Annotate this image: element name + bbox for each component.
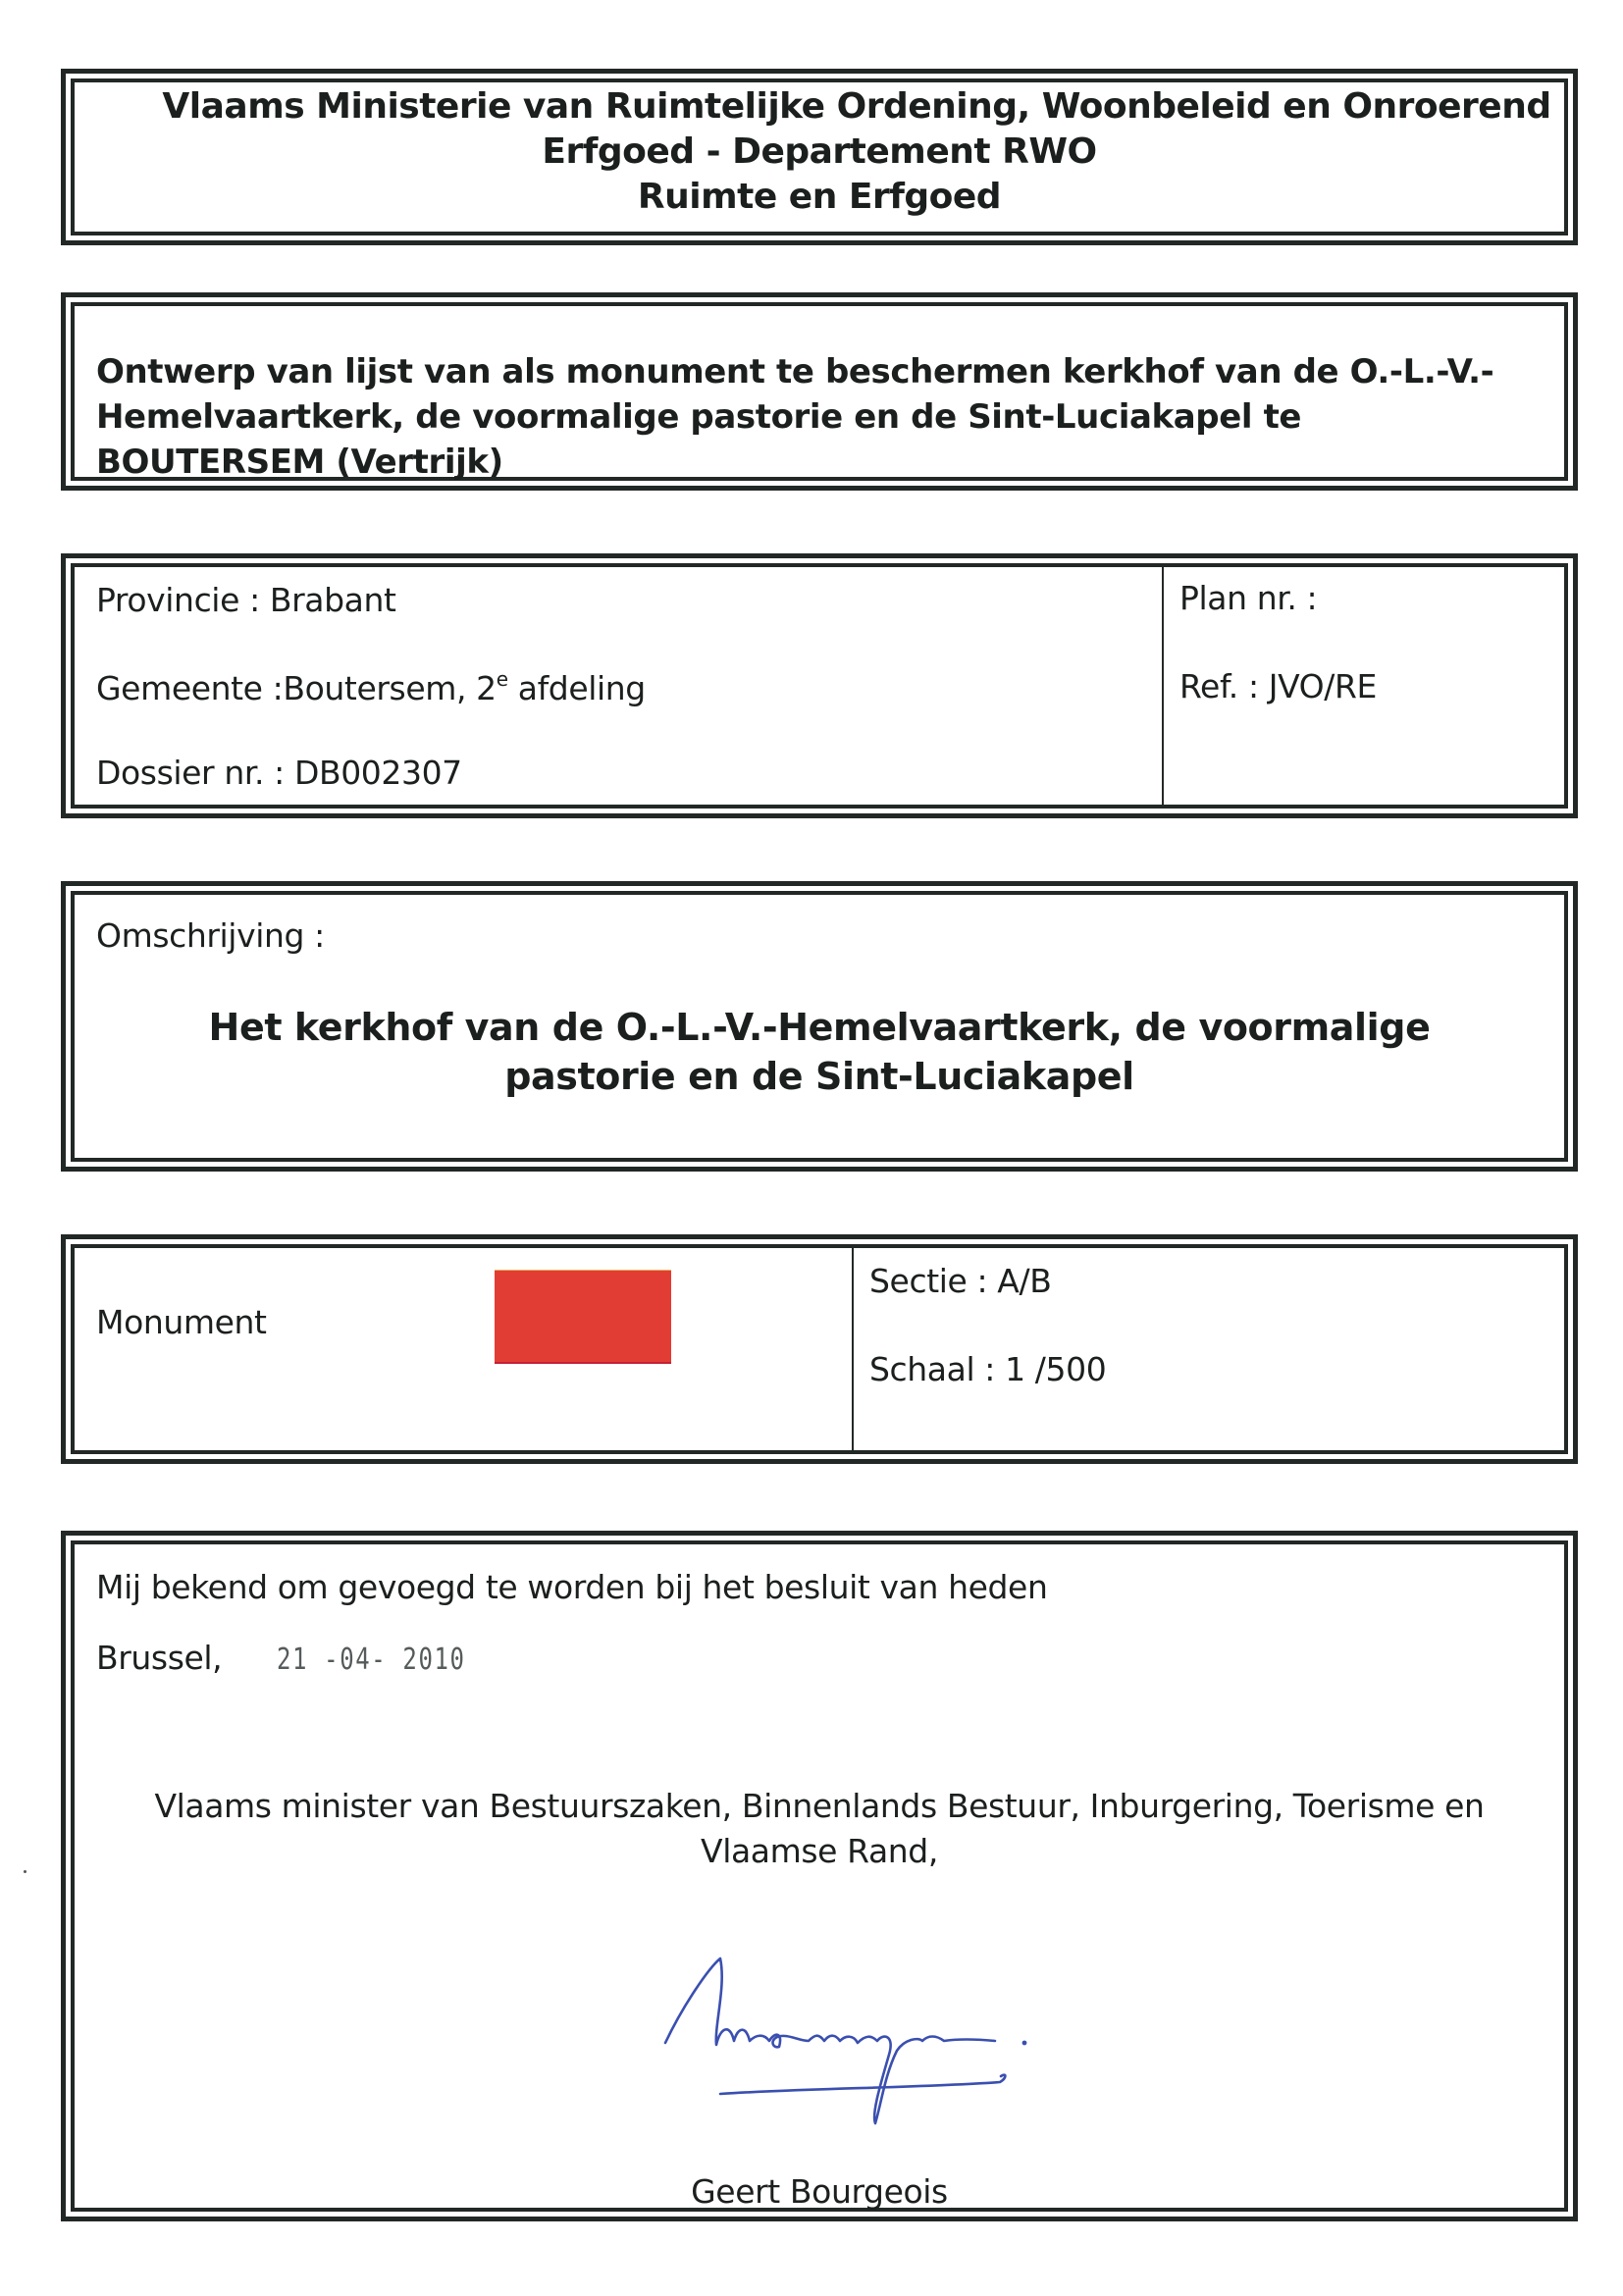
minister-title-line-1: Vlaams minister van Bestuurszaken, Binnenlands Bestuur, Inburgering, Toerisme en: [154, 1787, 1485, 1825]
scan-speck: [24, 1870, 26, 1873]
gemeente-text: Gemeente :Boutersem, 2: [96, 669, 497, 707]
gemeente-field: [96, 667, 646, 707]
location-info-inner: [71, 563, 1568, 809]
schaal-field: Schaal : 1 /500: [869, 1350, 1107, 1388]
plan-number-field: Plan nr. :: [1179, 579, 1318, 617]
handwritten-signature-icon: [661, 1957, 1073, 2153]
gemeente-superscript: e: [496, 667, 508, 691]
description-line-2: pastorie en de Sint-Luciakapel: [504, 1055, 1134, 1098]
reference-field: Ref. : JVO/RE: [1179, 667, 1377, 705]
document-title-inner: [71, 302, 1568, 481]
ministry-header-box: [61, 69, 1578, 245]
document-title-line-3: BOUTERSEM (Vertrijk): [96, 443, 503, 482]
description-box: [61, 881, 1578, 1172]
gemeente-suffix: afdeling: [507, 669, 646, 707]
document-title: [96, 349, 1544, 485]
ministry-header-inner: [71, 78, 1568, 235]
sectie-field: Sectie : A/B: [869, 1262, 1052, 1300]
document-title-box: [61, 292, 1578, 491]
ministry-name-line-2: Erfgoed - Departement RWO: [542, 131, 1097, 172]
provincie-field: Provincie : Brabant: [96, 581, 396, 619]
monument-legend-label: Monument: [96, 1303, 267, 1341]
legend-column-divider: [852, 1248, 854, 1450]
place-label: Brussel,: [96, 1639, 223, 1677]
legend-box: [61, 1234, 1578, 1464]
date-stamp: 21 -04- 2010: [277, 1643, 466, 1677]
approval-statement: Mij bekend om gevoegd te worden bij het besluit van heden: [96, 1568, 1048, 1606]
minister-title: [75, 1784, 1564, 1874]
dossier-number-field: Dossier nr. : DB002307: [96, 754, 462, 792]
minister-title-line-2: Vlaamse Rand,: [701, 1832, 938, 1870]
signature-box: [61, 1531, 1578, 2221]
description-label: Omschrijving :: [96, 916, 325, 955]
document-title-line-1: Ontwerp van lijst van als monument te beschermen kerkhof van de O.-L.-V.-: [96, 352, 1494, 391]
ministry-name-line-1: Vlaams Ministerie van Ruimtelijke Ordening, Woonbeleid en Onroerend: [162, 86, 1551, 127]
description-line-1: Het kerkhof van de O.-L.-V.-Hemelvaartkerk, de voormalige: [208, 1006, 1431, 1049]
info-column-divider: [1162, 567, 1164, 805]
description-text: [75, 1003, 1564, 1101]
monument-color-swatch: [495, 1270, 671, 1364]
signature-inner: [71, 1540, 1568, 2212]
location-info-box: [61, 553, 1578, 818]
description-inner: [71, 891, 1568, 1162]
legend-inner: [71, 1244, 1568, 1454]
document-title-line-2: Hemelvaartkerk, de voormalige pastorie en de Sint-Luciakapel te: [96, 397, 1302, 437]
signer-name: Geert Bourgeois: [691, 2172, 948, 2211]
ministry-name-line-3: Ruimte en Erfgoed: [637, 177, 1002, 217]
